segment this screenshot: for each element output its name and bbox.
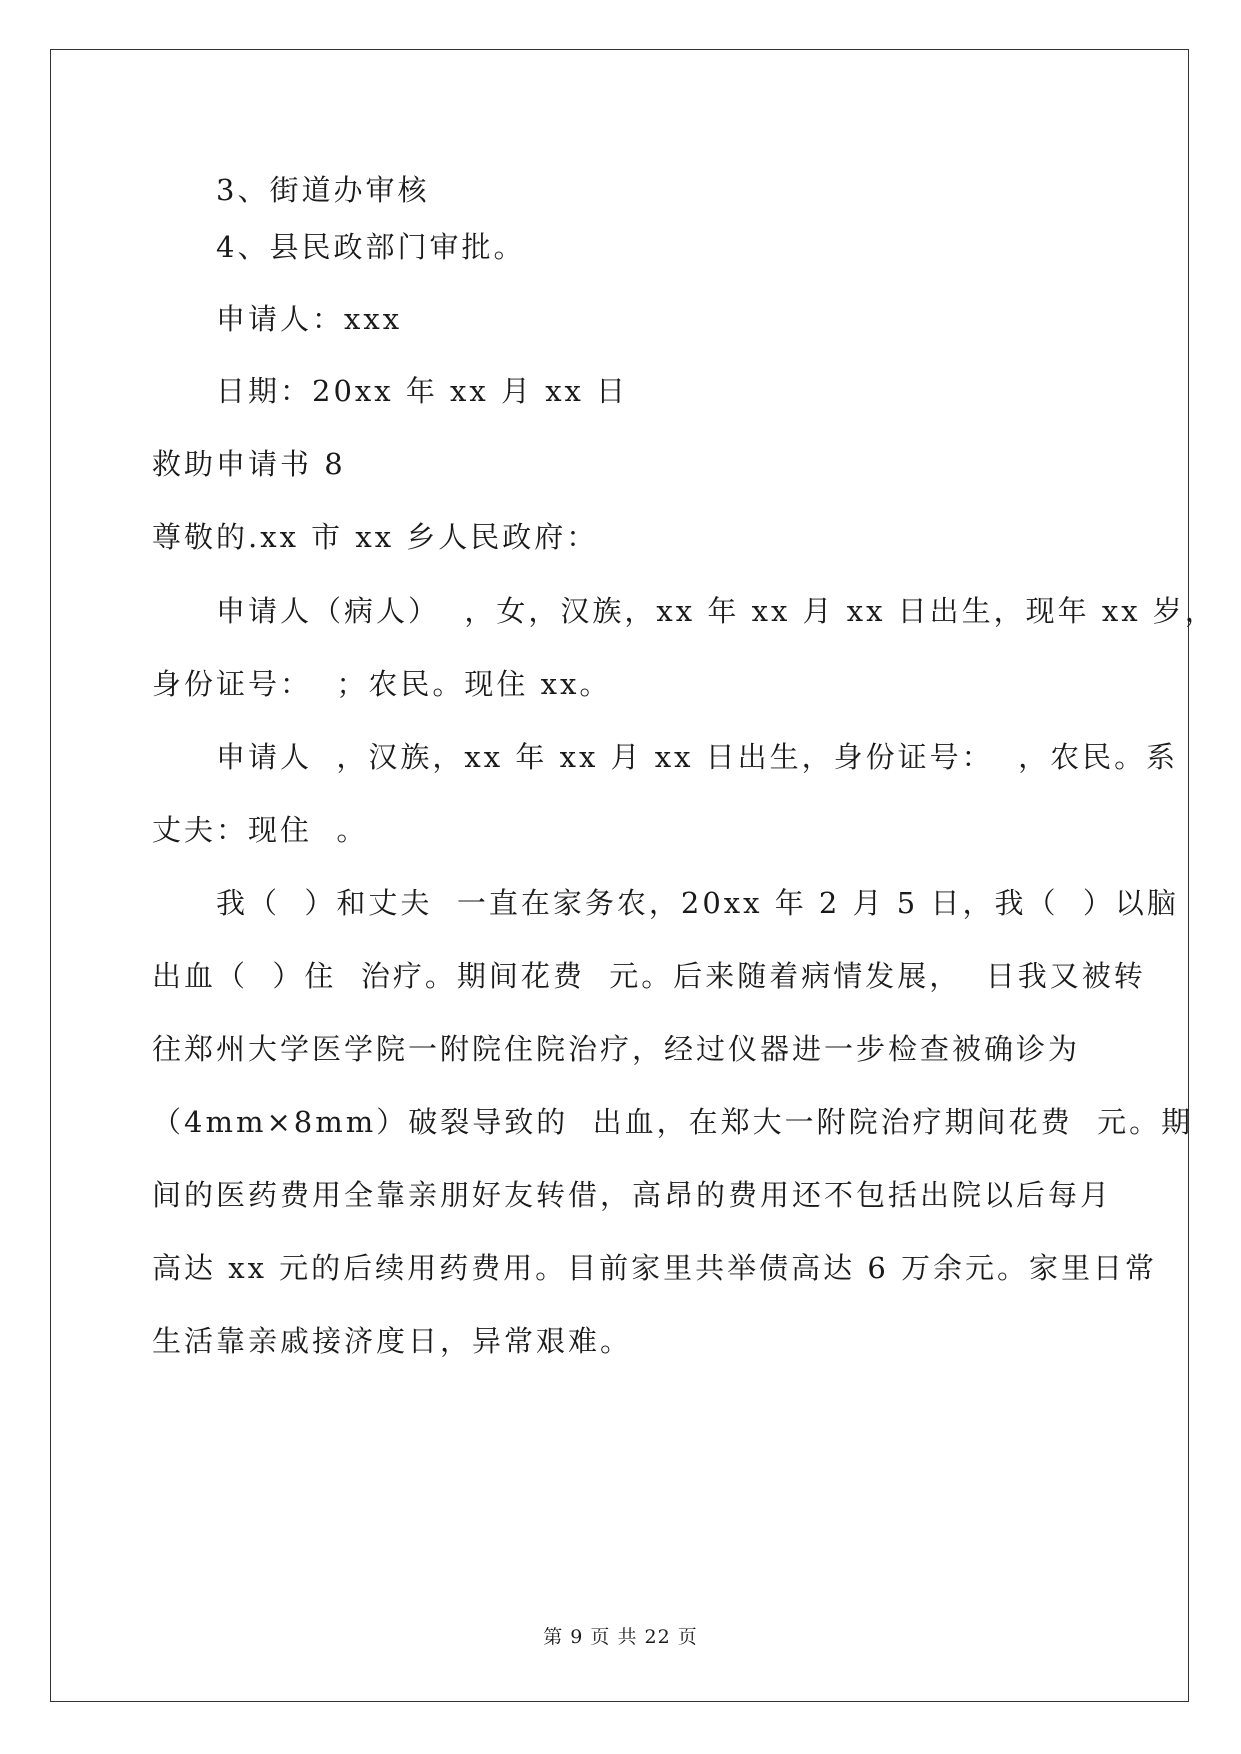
paragraph-line: 4、县民政部门审批。: [216, 230, 526, 264]
paragraph-line: 申请人 ，汉族，xx 年 xx 月 xx 日出生，身份证号： ，农民。系: [216, 740, 1179, 774]
paragraph-line: （4mm×8mm）破裂导致的 出血，在郑大一附院治疗期间花费 元。期: [152, 1105, 1194, 1139]
paragraph-line: 高达 xx 元的后续用药费用。目前家里共举债高达 6 万余元。家里日常: [152, 1251, 1158, 1285]
signature-applicant: 申请人：xxx: [216, 302, 403, 336]
paragraph-line: 往郑州大学医学院一附院住院治疗，经过仪器进一步检查被确诊为: [152, 1032, 1081, 1066]
paragraph-line: 身份证号： ；农民。现住 xx。: [152, 667, 612, 701]
page-number: 第 9 页 共 22 页: [543, 1626, 698, 1648]
paragraph-line: 间的医药费用全靠亲朋好友转借，高昂的费用还不包括出院以后每月: [152, 1178, 1113, 1212]
paragraph-line: 出血（ ）住 治疗。期间花费 元。后来随着病情发展， 日我又被转: [152, 959, 1146, 993]
salutation: 尊敬的.xx 市 xx 乡人民政府：: [152, 520, 599, 554]
paragraph-line: 申请人（病人） ，女，汉族，xx 年 xx 月 xx 日出生，现年 xx 岁，: [216, 594, 1217, 628]
paragraph-line: 丈夫：现住 。: [152, 813, 369, 847]
section-title: 救助申请书 8: [152, 447, 346, 481]
paragraph-line: 我（ ）和丈夫 一直在家务农，20xx 年 2 月 5 日，我（ ）以脑: [216, 886, 1179, 920]
paragraph-line: 生活靠亲戚接济度日，异常艰难。: [152, 1324, 633, 1358]
signature-date: 日期：20xx 年 xx 月 xx 日: [216, 374, 629, 408]
page-border: [50, 49, 1189, 1702]
paragraph-line: 3、街道办审核: [216, 173, 430, 207]
